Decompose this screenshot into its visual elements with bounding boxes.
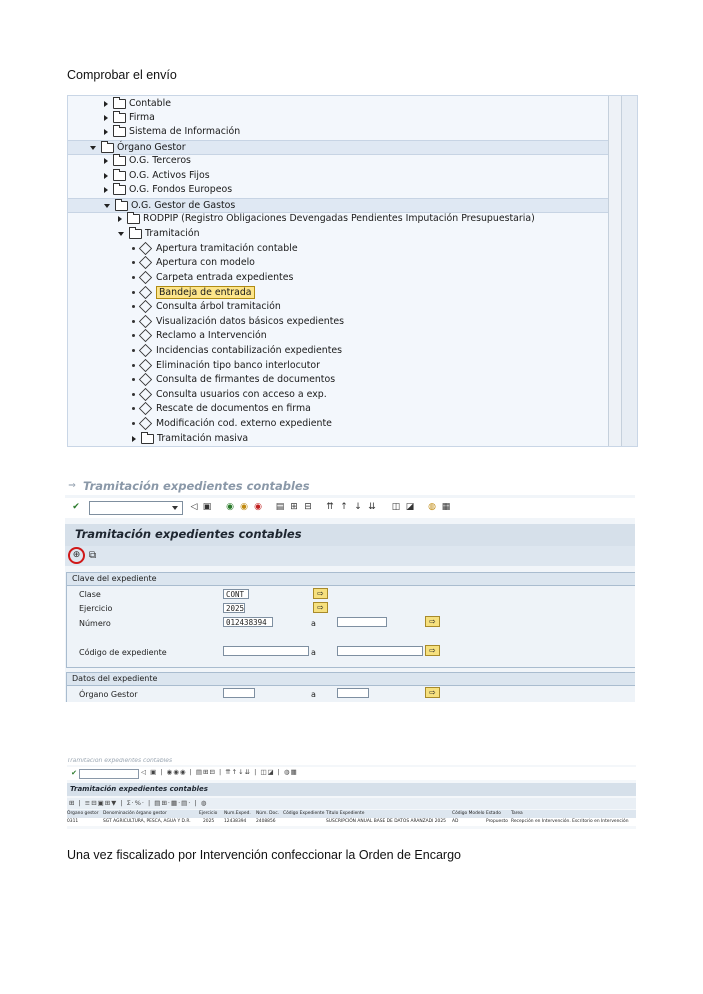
transaction-icon xyxy=(139,359,152,372)
tree-leaf-consulta-usuarios[interactable]: Consulta usuarios con acceso a exp. xyxy=(68,388,609,402)
collapse-arrow-icon[interactable] xyxy=(118,232,124,236)
save-icon[interactable]: ▣ xyxy=(202,502,212,512)
tree-node-tramitacion-masiva[interactable]: Tramitación masiva xyxy=(68,432,609,446)
tree-node-og-terceros[interactable]: O.G. Terceros xyxy=(68,154,609,168)
tree-leaf-carpeta-entrada[interactable]: Carpeta entrada expedientes xyxy=(68,271,609,285)
sap-menu-tree xyxy=(67,95,638,447)
folder-icon xyxy=(113,156,126,166)
toolbar-icons[interactable]: ◁ ▣ | ◉◉◉ | ▤⊞⊟ | ⇈↑↓⇊ | ◫◪ | ◍▦ xyxy=(141,768,298,776)
bullet-icon xyxy=(132,291,135,294)
tree-leaf-visualizacion-datos[interactable]: Visualización datos básicos expedientes xyxy=(68,315,609,329)
window-title: Tramitación expedientes contables xyxy=(67,758,636,765)
col-estado[interactable]: Estado xyxy=(486,811,501,816)
ejercicio-field[interactable]: 2025 xyxy=(223,603,245,613)
help-icon[interactable]: ◍ xyxy=(428,502,436,512)
folder-icon xyxy=(127,214,140,224)
cell-ejercicio: 2025 xyxy=(203,819,215,824)
cell-tarea: Recepción en Intervención. Escritorio en Intervención xyxy=(511,819,629,824)
enter-check-icon[interactable]: ✔ xyxy=(71,769,77,777)
ejercicio-label: Ejercicio xyxy=(79,604,113,613)
organo-from-field[interactable] xyxy=(223,688,255,698)
transaction-icon xyxy=(139,315,152,328)
clase-field[interactable]: CONT xyxy=(223,589,249,599)
cell-organo-gestor: 0311 xyxy=(67,819,79,824)
bullet-icon xyxy=(132,407,135,410)
cell-denominacion: SGT AGRICULTURA, PESCA, AGUA Y D.R. xyxy=(103,819,191,824)
folder-icon xyxy=(113,99,126,109)
tree-node-firma[interactable]: Firma xyxy=(68,111,609,125)
tree-leaf-apertura-modelo[interactable]: Apertura con modelo xyxy=(68,256,609,270)
tree-node-rodpip[interactable]: RODPIP (Registro Obligaciones Devengadas Pendientes Imputación Presupuestaria) xyxy=(68,212,609,226)
bullet-icon xyxy=(132,261,135,264)
transaction-icon xyxy=(139,344,152,357)
splitter[interactable] xyxy=(609,96,622,446)
bullet-icon xyxy=(132,305,135,308)
cell-num-doc: 2408856 xyxy=(256,819,276,824)
expand-arrow-icon[interactable] xyxy=(104,101,108,107)
transaction-icon xyxy=(139,300,152,313)
to-label: a xyxy=(311,648,316,657)
organo-to-field[interactable] xyxy=(337,688,369,698)
group-datos-expediente xyxy=(66,672,635,702)
application-toolbar xyxy=(65,546,635,566)
group-title: Clave del expediente xyxy=(67,573,635,586)
alv-toolbar xyxy=(67,798,636,809)
sap-result-list-window xyxy=(67,758,636,829)
cell-num-exped: 12438394 xyxy=(224,819,247,824)
prev-page-icon[interactable]: ↑ xyxy=(340,502,348,512)
folder-icon xyxy=(113,185,126,195)
bullet-icon xyxy=(132,247,135,250)
open-folder-icon xyxy=(115,201,128,211)
collapse-arrow-icon[interactable] xyxy=(90,146,96,150)
tree-leaf-consulta-firmantes[interactable]: Consulta de firmantes de documentos xyxy=(68,373,609,387)
tree-node-contable[interactable]: Contable xyxy=(68,97,609,111)
next-page-icon[interactable]: ↓ xyxy=(354,502,362,512)
expand-arrow-icon[interactable] xyxy=(132,436,136,442)
command-field[interactable] xyxy=(79,769,139,779)
transaction-icon xyxy=(139,329,152,342)
expand-arrow-icon[interactable] xyxy=(104,115,108,121)
tree-leaf-consulta-arbol[interactable]: Consulta árbol tramitación xyxy=(68,300,609,314)
expand-arrow-icon[interactable] xyxy=(104,173,108,179)
multiple-selection-button[interactable]: ⇨ xyxy=(313,602,328,613)
exit-icon[interactable]: ◉ xyxy=(240,502,248,512)
open-folder-icon xyxy=(129,229,142,239)
alv-toolbar-icons[interactable]: ⊞ | ≡⊟▣⊞▼ | Σ·%· | ▤⊞·▦·▤· | ◍ xyxy=(69,799,208,807)
numero-to-field[interactable] xyxy=(337,617,387,627)
window-menu-icon[interactable]: ⇒ xyxy=(68,481,76,491)
col-num-doc[interactable]: Núm. Doc. xyxy=(256,811,280,816)
multiple-selection-button[interactable]: ⇨ xyxy=(425,687,440,698)
bullet-icon xyxy=(132,393,135,396)
bullet-icon xyxy=(132,378,135,381)
multiple-selection-button[interactable]: ⇨ xyxy=(425,645,440,656)
tree-leaf-eliminacion-banco[interactable]: Eliminación tipo banco interlocutor xyxy=(68,359,609,373)
tree-leaf-modificacion-cod[interactable]: Modificación cod. externo expediente xyxy=(68,417,609,431)
col-ejercicio[interactable]: Ejercicio xyxy=(199,811,218,816)
codigo-to-field[interactable] xyxy=(337,646,423,656)
last-page-icon[interactable]: ⇊ xyxy=(368,502,376,512)
tree-node-og-activos-fijos[interactable]: O.G. Activos Fijos xyxy=(68,169,609,183)
transaction-icon xyxy=(139,256,152,269)
open-folder-icon xyxy=(101,143,114,153)
enter-check-icon[interactable]: ✔ xyxy=(72,502,80,512)
tree-leaf-rescate-documentos[interactable]: Rescate de documentos en firma xyxy=(68,402,609,416)
table-row[interactable] xyxy=(67,818,636,826)
expand-arrow-icon[interactable] xyxy=(104,187,108,193)
vertical-scrollbar[interactable] xyxy=(608,96,637,446)
codigo-expediente-label: Código de expediente xyxy=(79,648,167,657)
bullet-icon xyxy=(132,320,135,323)
col-tarea[interactable]: Tarea xyxy=(511,811,523,816)
screen-title-bar xyxy=(65,524,635,546)
table-header xyxy=(67,810,636,818)
transaction-icon xyxy=(139,373,152,386)
print-icon[interactable]: ▤ xyxy=(275,502,285,512)
transaction-icon xyxy=(139,286,152,299)
col-organo-gestor[interactable]: Órgano gestor xyxy=(67,811,99,816)
bullet-icon xyxy=(132,334,135,337)
screen-title: Tramitación expedientes contables xyxy=(70,785,208,793)
group-clave-expediente xyxy=(66,572,635,668)
command-field[interactable] xyxy=(89,501,183,515)
paragraph-orden-encargo: Una vez fiscalizado por Intervención confeccionar la Orden de Encargo xyxy=(67,848,461,862)
col-codigo-modelo[interactable]: Código Modelo xyxy=(452,811,485,816)
screen-title-bar xyxy=(67,783,636,796)
col-codigo-expediente[interactable]: Código Expediente xyxy=(283,811,325,816)
transaction-icon xyxy=(139,242,152,255)
transaction-icon xyxy=(139,388,152,401)
multiple-selection-button[interactable]: ⇨ xyxy=(313,588,328,599)
group-title: Datos del expediente xyxy=(67,673,635,686)
tree-node-tramitacion[interactable]: Tramitación xyxy=(68,227,609,241)
tree-node-sistema-informacion[interactable]: Sistema de Información xyxy=(68,125,609,139)
tree-node-og-fondos-europeos[interactable]: O.G. Fondos Europeos xyxy=(68,183,609,197)
screen-title: Tramitación expedientes contables xyxy=(75,527,302,541)
expand-arrow-icon[interactable] xyxy=(104,158,108,164)
tree-leaf-bandeja-entrada[interactable]: Bandeja de entrada xyxy=(68,286,609,300)
tree-leaf-apertura-tramitacion[interactable]: Apertura tramitación contable xyxy=(68,242,609,256)
multiple-selection-button[interactable]: ⇨ xyxy=(425,616,440,627)
back-arrow-icon[interactable]: ◁ xyxy=(190,502,198,512)
cancel-icon[interactable]: ◉ xyxy=(254,502,262,512)
codigo-from-field[interactable] xyxy=(223,646,309,656)
transaction-icon xyxy=(139,271,152,284)
bullet-icon xyxy=(132,276,135,279)
expand-arrow-icon[interactable] xyxy=(104,129,108,135)
folder-icon xyxy=(113,113,126,123)
standard-toolbar xyxy=(67,767,636,780)
collapse-arrow-icon[interactable] xyxy=(104,204,110,208)
to-label: a xyxy=(311,619,316,628)
to-label: a xyxy=(311,690,316,699)
find-next-icon[interactable]: ⊟ xyxy=(304,502,312,512)
window-titlebar xyxy=(65,478,635,495)
cell-estado: Propuesto xyxy=(486,819,508,824)
tree-leaf-incidencias[interactable]: Incidencias contabilización expedientes xyxy=(68,344,609,358)
folder-icon xyxy=(141,434,154,444)
bullet-icon xyxy=(132,349,135,352)
numero-from-field[interactable]: 012438394 xyxy=(223,617,273,627)
layout-icon[interactable]: ▦ xyxy=(441,502,451,512)
transaction-icon xyxy=(139,402,152,415)
find-icon[interactable]: ⊞ xyxy=(290,502,298,512)
transaction-icon xyxy=(139,417,152,430)
cell-codigo-modelo: AD xyxy=(452,819,459,824)
back-icon[interactable]: ◉ xyxy=(226,502,234,512)
col-titulo-expediente[interactable]: Título Expediente xyxy=(326,811,365,816)
window-title: Tramitación expedientes contables xyxy=(83,479,310,493)
sap-transaction-window xyxy=(65,478,635,702)
organo-gestor-label: Órgano Gestor xyxy=(79,690,138,699)
col-num-exped[interactable]: Num.Exped. xyxy=(224,811,251,816)
folder-icon xyxy=(113,171,126,181)
tree-node-og-gestor-gastos[interactable]: O.G. Gestor de Gastos xyxy=(68,198,609,213)
variant-icon[interactable]: ⧉ xyxy=(89,550,97,561)
cell-titulo-expediente: SUSCRIPCIÓN ANUAL BASE DE DATOS ARANZADI 2025 xyxy=(326,819,446,824)
tree-node-organo-gestor[interactable]: Órgano Gestor xyxy=(68,140,609,155)
heading-comprobar-envio: Comprobar el envío xyxy=(67,68,177,82)
bullet-icon xyxy=(132,364,135,367)
execute-icon[interactable]: ⊕ xyxy=(68,547,85,564)
folder-icon xyxy=(113,127,126,137)
clase-label: Clase xyxy=(79,590,101,599)
col-denominacion[interactable]: Denominación órgano gestor xyxy=(103,811,167,816)
expand-arrow-icon[interactable] xyxy=(118,216,122,222)
new-session-icon[interactable]: ◫ xyxy=(391,502,401,512)
bullet-icon xyxy=(132,422,135,425)
standard-toolbar xyxy=(65,498,635,518)
numero-label: Número xyxy=(79,619,111,628)
first-page-icon[interactable]: ⇈ xyxy=(326,502,334,512)
shortcut-icon[interactable]: ◪ xyxy=(405,502,415,512)
tree-leaf-reclamo-intervencion[interactable]: Reclamo a Intervención xyxy=(68,329,609,343)
